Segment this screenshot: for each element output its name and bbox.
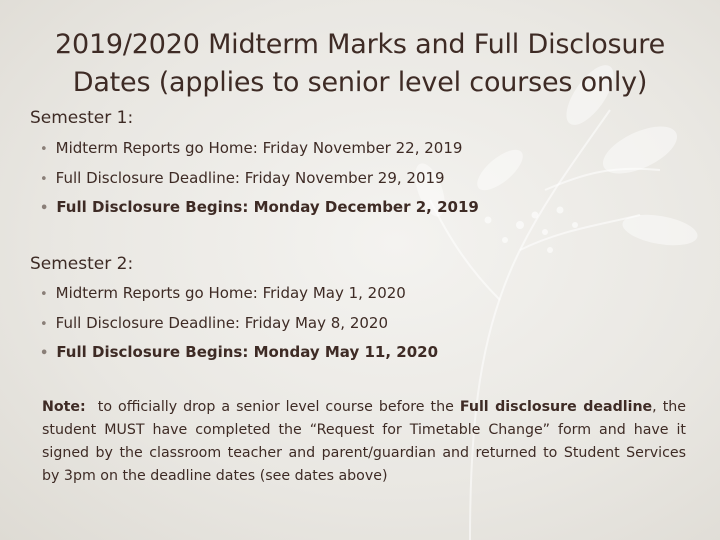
semester-2-list [40, 279, 438, 368]
list-item: • Full Disclosure Begins: Monday May 11, 2020 [40, 343, 439, 361]
page-title: 2019/2020 Midterm Marks and Full Disclosure Dates (applies to senior level courses only) [54, 29, 666, 98]
list-item: • Full Disclosure Deadline: Friday May 8, 2020 [40, 313, 389, 332]
list-item: • Midterm Reports go Home: Friday November 22, 2019 [40, 139, 463, 157]
bullet-icon: • [40, 142, 48, 157]
note-label: Note: [42, 399, 86, 415]
list-item: • Full Disclosure Deadline: Friday November 29, 2019 [40, 168, 445, 187]
bullet-icon: • [40, 287, 48, 302]
bullet-icon: • [40, 201, 49, 216]
semester-1-heading: Semester 1: [30, 108, 134, 128]
note-paragraph: Note: to officially drop a senior level course before the Full disclosure deadline, the student MUST have completed the “Request for Timetable Change” form and have it signed by the classroom teacher and parent/guardian and returned to Student Services by 3pm on the deadline dates (see dates above) [42, 399, 686, 484]
bullet-icon: • [40, 346, 49, 361]
list-item: • Full Disclosure Begins: Monday December 2, 2019 [40, 198, 479, 216]
bullet-icon: • [40, 171, 48, 187]
note-emphasis: Full disclosure deadline [459, 399, 653, 415]
bullet-icon: • [40, 316, 48, 332]
semester-1-list [40, 134, 479, 223]
list-item: • Midterm Reports go Home: Friday May 1, 2020 [40, 284, 406, 302]
semester-2-heading: Semester 2: [30, 254, 134, 274]
